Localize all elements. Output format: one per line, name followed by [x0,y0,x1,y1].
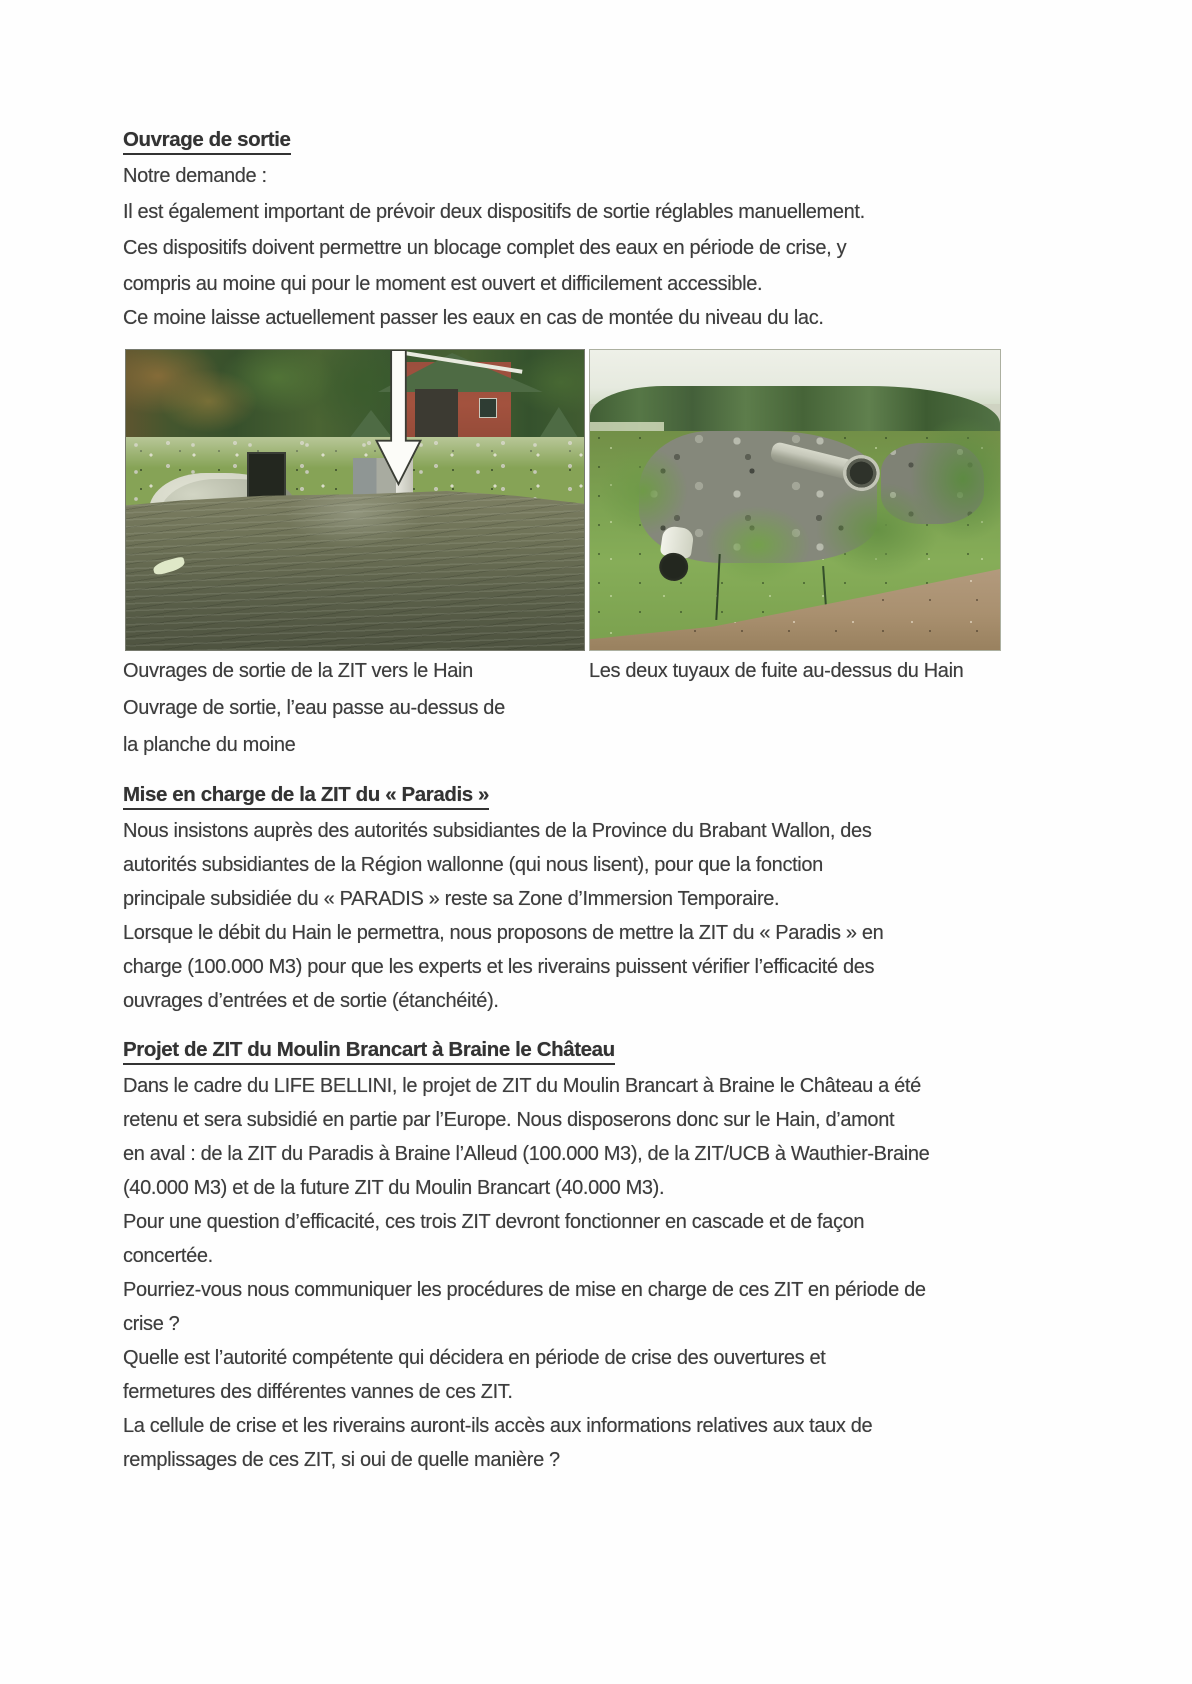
down-arrow-icon [371,350,426,488]
text-line: Lorsque le débit du Hain le permettra, nous proposons de mettre la ZIT du « Paradis » en [123,922,884,944]
text-line: (40.000 M3) et de la future ZIT du Moulin Brancart (40.000 M3). [123,1177,665,1199]
lake-water [126,491,584,650]
text-line: autorités subsidiantes de la Région wallonne (qui nous lisent), pour que la fonction [123,854,823,876]
figure-caption-line: la planche du moine [123,734,296,756]
text-line: La cellule de crise et les riverains auront-ils accès aux informations relatives aux taux de [123,1415,873,1437]
tree-band [126,350,584,443]
text-line: Ce moine laisse actuellement passer les eaux en cas de montée du niveau du lac. [123,307,824,329]
text-line: charge (100.000 M3) pour que les experts et les riverains puissent vérifier l’efficacité des [123,956,875,978]
photo-zit-outlet-structure [125,349,585,651]
text-line: Ces dispositifs doivent permettre un blocage complet des eaux en période de crise, y [123,237,847,259]
text-line: Quelle est l’autorité compétente qui décidera en période de crise des ouvertures et [123,1347,826,1369]
section-heading-ouvrage-de-sortie: Ouvrage de sortie [123,127,291,155]
text-line: Il est également important de prévoir deux dispositifs de sortie réglables manuellement. [123,201,865,223]
section-heading-mise-en-charge: Mise en charge de la ZIT du « Paradis » [123,782,489,810]
figure-caption-line: Les deux tuyaux de fuite au-dessus du Hain [589,660,964,682]
photo-leak-pipes [589,349,1001,651]
bush [910,416,1001,542]
text-line: en aval : de la ZIT du Paradis à Braine l’Alleud (100.000 M3), de la ZIT/UCB à Wauthier-Braine [123,1143,930,1165]
text-line: Pour une question d’efficacité, ces trois ZIT devront fonctionner en cascade et de façon [123,1211,865,1233]
house-window [479,398,497,418]
text-line: ouvrages d’entrées et de sortie (étanchéité). [123,990,499,1012]
bush [705,506,812,584]
bush [598,446,688,536]
text-line: principale subsidiée du « PARADIS » reste sa Zone d’Immersion Temporaire. [123,888,780,910]
text-line: concertée. [123,1245,213,1267]
section-heading-projet-moulin-brancart: Projet de ZIT du Moulin Brancart à Braine le Château [123,1037,615,1065]
text-line: crise ? [123,1313,180,1335]
text-line: fermetures des différentes vannes de ces ZIT. [123,1381,513,1403]
text-line: compris au moine qui pour le moment est ouvert et difficilement accessible. [123,273,763,295]
text-line: Nous insistons auprès des autorités subsidiantes de la Province du Brabant Wallon, des [123,820,872,842]
figure-caption-line: Ouvrage de sortie, l’eau passe au-dessus de [123,697,505,719]
text-line: remplissages de ces ZIT, si oui de quelle manière ? [123,1449,560,1471]
text-line: Notre demande : [123,165,267,187]
figure-caption-line: Ouvrages de sortie de la ZIT vers le Hain [123,660,473,682]
text-line: Pourriez-vous nous communiquer les procédures de mise en charge de ces ZIT en période de [123,1279,926,1301]
text-line: Dans le cadre du LIFE BELLINI, le projet de ZIT du Moulin Brancart à Braine le Château a été [123,1075,921,1097]
text-line: retenu et sera subsidié en partie par l’Europe. Nous disposerons donc sur le Hain, d’amont [123,1109,895,1131]
